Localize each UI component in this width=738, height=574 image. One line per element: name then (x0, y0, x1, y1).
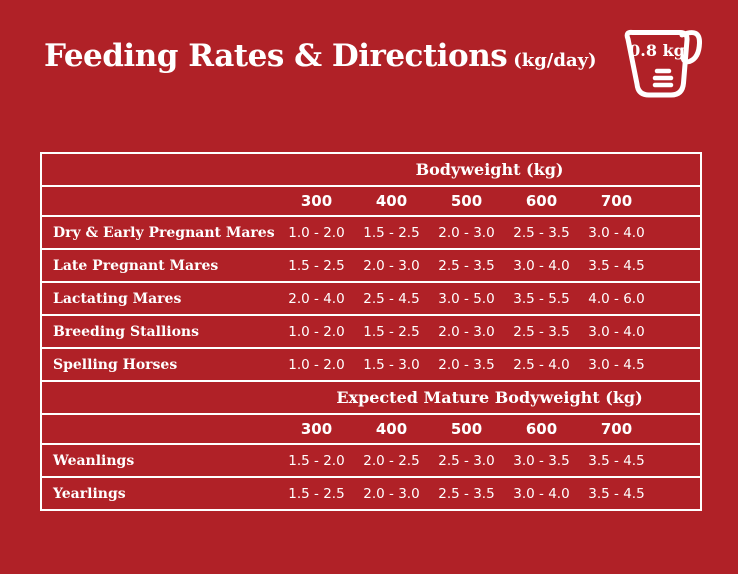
table-row (41, 348, 701, 381)
table-row (41, 444, 701, 477)
rate-value: 2.0 - 3.0 (438, 323, 495, 340)
empty-cell (41, 414, 279, 444)
page-title-unit: (kg/day) (513, 50, 597, 71)
rate-value: 2.5 - 3.5 (513, 224, 570, 241)
column-header-row (41, 414, 701, 444)
empty-cell (41, 153, 279, 186)
measuring-scoop-svg (616, 26, 716, 110)
table-row (41, 477, 701, 510)
rate-value: 2.5 - 3.5 (438, 257, 495, 274)
rate-value: 3.0 - 4.0 (588, 224, 645, 241)
rate-value: 3.5 - 4.5 (588, 452, 645, 469)
row-label: Dry & Early Pregnant Mares (53, 224, 275, 241)
column-header: 400 (375, 192, 408, 210)
rate-value: 2.5 - 3.5 (438, 485, 495, 502)
section-header-row (41, 381, 701, 414)
table-row (41, 315, 701, 348)
row-label: Late Pregnant Mares (53, 257, 219, 274)
empty-cell (654, 249, 701, 282)
rate-value: 3.0 - 4.0 (513, 257, 570, 274)
empty-cell (654, 186, 701, 216)
rate-value: 2.0 - 3.0 (363, 257, 420, 274)
rate-value: 2.0 - 3.0 (363, 485, 420, 502)
rate-value: 2.5 - 3.0 (438, 452, 495, 469)
empty-cell (654, 414, 701, 444)
rate-value: 2.0 - 3.5 (438, 356, 495, 373)
table-row (41, 282, 701, 315)
column-header: 600 (525, 192, 558, 210)
rate-value: 2.5 - 3.5 (513, 323, 570, 340)
empty-cell (654, 477, 701, 510)
rate-value: 1.0 - 2.0 (288, 323, 345, 340)
section-header-mature-bodyweight: Expected Mature Bodyweight (kg) (336, 388, 643, 407)
rate-value: 3.5 - 4.5 (588, 485, 645, 502)
section-header-row (41, 153, 701, 186)
rate-value: 1.5 - 3.0 (363, 356, 420, 373)
rate-value: 1.5 - 2.0 (288, 452, 345, 469)
rate-value: 3.5 - 5.5 (513, 290, 570, 307)
row-label: Yearlings (53, 485, 126, 502)
feeding-rates-table (40, 152, 702, 511)
rate-value: 1.5 - 2.5 (363, 224, 420, 241)
rate-value: 2.5 - 4.5 (363, 290, 420, 307)
empty-cell (654, 216, 701, 249)
rate-value: 1.5 - 2.5 (363, 323, 420, 340)
rate-value: 1.0 - 2.0 (288, 224, 345, 241)
rate-value: 1.0 - 2.0 (288, 356, 345, 373)
page-title: Feeding Rates & Directions (44, 38, 508, 74)
column-header: 300 (300, 192, 333, 210)
column-header: 700 (600, 420, 633, 438)
section-header-bodyweight: Bodyweight (kg) (415, 160, 564, 179)
empty-cell (654, 444, 701, 477)
rate-value: 2.0 - 3.0 (438, 224, 495, 241)
rate-value: 3.0 - 4.0 (513, 485, 570, 502)
column-header: 300 (300, 420, 333, 438)
measuring-scoop-icon (616, 26, 716, 110)
rate-value: 4.0 - 6.0 (588, 290, 645, 307)
column-header: 500 (450, 420, 483, 438)
rate-value: 3.0 - 5.0 (438, 290, 495, 307)
rate-value: 2.0 - 4.0 (288, 290, 345, 307)
rate-value: 1.5 - 2.5 (288, 257, 345, 274)
column-header: 600 (525, 420, 558, 438)
page-header (44, 38, 597, 74)
rate-value: 2.0 - 2.5 (363, 452, 420, 469)
empty-cell (41, 186, 279, 216)
empty-cell (654, 348, 701, 381)
table-row (41, 249, 701, 282)
scoop-label: 0.8 kg (629, 41, 685, 60)
empty-cell (654, 282, 701, 315)
rate-value: 3.5 - 4.5 (588, 257, 645, 274)
empty-cell (41, 381, 279, 414)
column-header: 700 (600, 192, 633, 210)
table-row (41, 216, 701, 249)
row-label: Spelling Horses (53, 356, 178, 373)
row-label: Weanlings (53, 452, 135, 469)
rate-value: 3.0 - 4.5 (588, 356, 645, 373)
rate-value: 1.5 - 2.5 (288, 485, 345, 502)
column-header-row (41, 186, 701, 216)
rate-value: 2.5 - 4.0 (513, 356, 570, 373)
column-header: 400 (375, 420, 408, 438)
row-label: Lactating Mares (53, 290, 182, 307)
empty-cell (654, 315, 701, 348)
rate-value: 3.0 - 4.0 (588, 323, 645, 340)
rate-value: 3.0 - 3.5 (513, 452, 570, 469)
row-label: Breeding Stallions (53, 323, 199, 340)
column-header: 500 (450, 192, 483, 210)
